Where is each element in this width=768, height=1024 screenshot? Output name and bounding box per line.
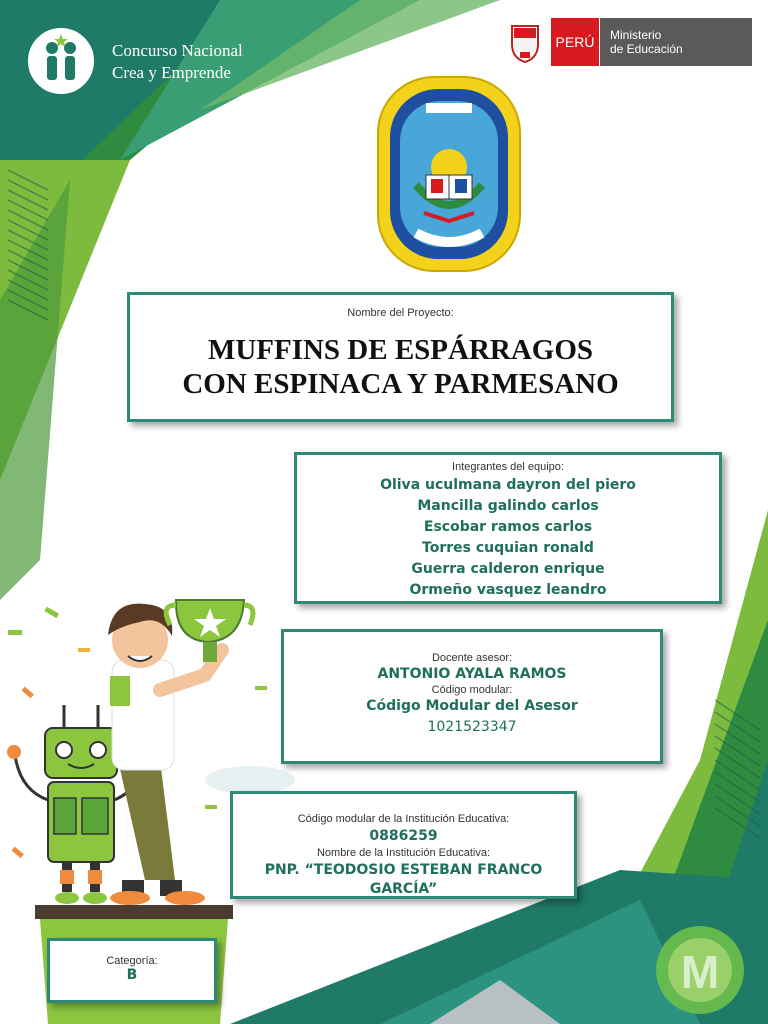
contest-name: [112, 40, 243, 84]
team-member: Torres cuquian ronald: [422, 540, 594, 556]
team-member: Oliva uculmana dayron del piero: [380, 477, 636, 493]
children-icon: [24, 24, 98, 98]
ministry-name-line1: Ministerio: [610, 28, 662, 42]
advisor-label: Docente asesor:: [431, 652, 513, 664]
ministry-name: [600, 18, 752, 66]
contest-name-line1: Concurso Nacional: [112, 41, 243, 60]
advisor-code-value: 1021523347: [427, 719, 517, 735]
team-box: [294, 452, 722, 604]
team-member: Escobar ramos carlos: [423, 519, 593, 535]
institution-name-value: PNP. “TEODOSIO ESTEBAN FRANCO GARCÍA”: [264, 862, 543, 897]
team-member-list: [297, 475, 719, 601]
advisor-code-label: Código modular:: [431, 684, 513, 696]
ministry-name-line2: de Educación: [610, 42, 683, 56]
advisor-code-title: Código Modular del Asesor: [366, 698, 578, 714]
project-name-box: [127, 292, 674, 422]
peru-shield-icon: [500, 18, 550, 66]
category-label: Categoría:: [106, 955, 158, 967]
category-value: B: [126, 967, 138, 983]
project-title-line2: CON ESPINACA Y PARMESANO: [182, 368, 619, 400]
team-member: Ormeño vasquez leandro: [409, 582, 607, 598]
institution-name-label: Nombre de la Institución Educativa:: [316, 847, 491, 859]
advisor-name: ANTONIO AYALA RAMOS: [377, 666, 567, 682]
project-title-line1: MUFFINS DE ESPÁRRAGOS: [207, 334, 594, 366]
category-box: [47, 938, 217, 1003]
svg-text:M: M: [680, 946, 720, 998]
contest-brand: [22, 22, 282, 102]
contest-name-line2: Crea y Emprende: [112, 63, 231, 82]
team-label: Integrantes del equipo:: [452, 461, 564, 473]
institution-code-label: Código modular de la Institución Educativa:: [297, 813, 510, 825]
institution-code-value: 0886259: [369, 828, 438, 844]
team-member: Guerra calderon enrique: [411, 561, 605, 577]
project-title: [130, 333, 671, 401]
school-seal-icon: [376, 75, 522, 273]
project-name-label: Nombre del Proyecto:: [347, 307, 454, 319]
ministry-country: PERÚ: [551, 18, 599, 66]
advisor-box: [281, 629, 663, 764]
team-member: Mancilla galindo carlos: [417, 498, 599, 514]
ministry-logo: [500, 18, 752, 66]
institution-box: [230, 791, 577, 899]
